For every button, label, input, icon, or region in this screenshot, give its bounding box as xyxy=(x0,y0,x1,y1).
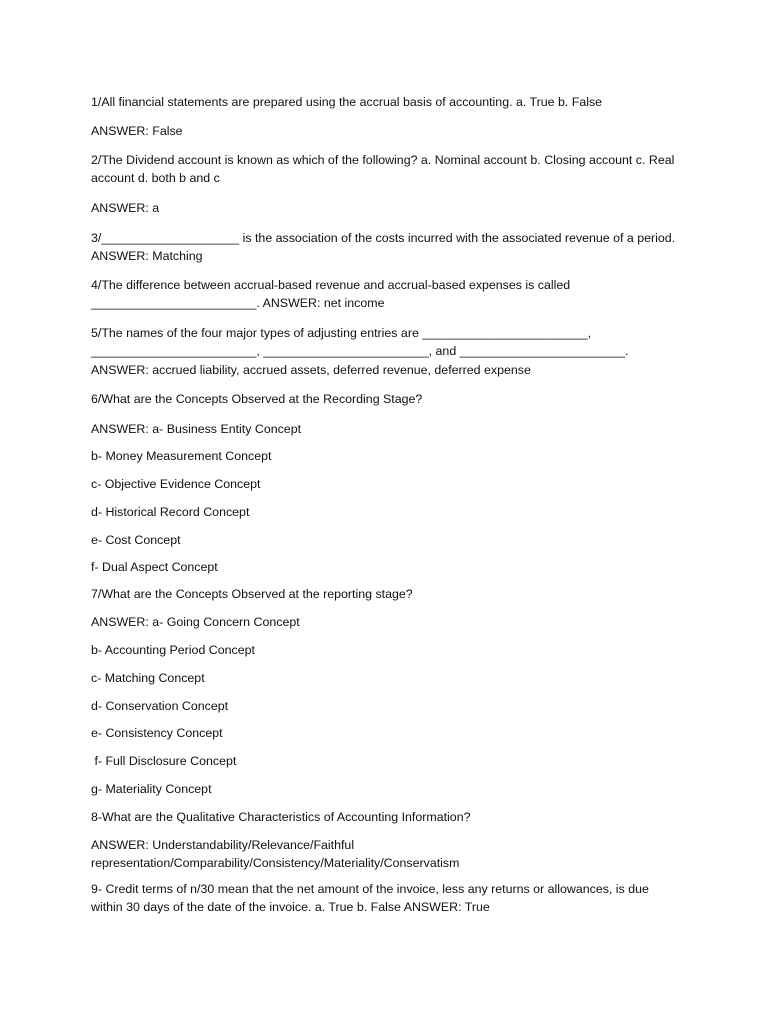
question-5: 5/The names of the four major types of adjusting entries are ________________________, ________________________, ________________________, and ________________________. xyxy=(91,326,629,358)
answer-6-d: d- Historical Record Concept xyxy=(91,505,250,519)
question-9: 9- Credit terms of n/30 mean that the net amount of the invoice, less any returns or allowances, is due within 30 days of the date of the invoice. a. True b. False ANSWER: True xyxy=(91,882,649,914)
answer-5: ANSWER: accrued liability, accrued assets, deferred revenue, deferred expense xyxy=(91,363,531,377)
answer-6-f: f- Dual Aspect Concept xyxy=(91,560,218,574)
answer-8: ANSWER: Understandability/Relevance/Faithful representation/Comparability/Consistency/Materiality/Conservatism xyxy=(91,838,460,870)
question-1: 1/All financial statements are prepared using the accrual basis of accounting. a. True b. False xyxy=(91,95,603,109)
question-7: 7/What are the Concepts Observed at the reporting stage? xyxy=(91,587,413,601)
question-4: 4/The difference between accrual-based revenue and accrual-based expenses is called ________________________. ANSWER: net income xyxy=(91,278,571,310)
answer-1: ANSWER: False xyxy=(91,124,183,138)
answer-6-a: ANSWER: a- Business Entity Concept xyxy=(91,422,302,436)
answer-7-e: e- Consistency Concept xyxy=(91,726,223,740)
answer-6-b: b- Money Measurement Concept xyxy=(91,449,272,463)
answer-2: ANSWER: a xyxy=(91,201,160,215)
answer-7-c: c- Matching Concept xyxy=(91,671,205,685)
question-8: 8-What are the Qualitative Characteristics of Accounting Information? xyxy=(91,810,471,824)
answer-7-f: f- Full Disclosure Concept xyxy=(91,754,237,768)
answer-6-c: c- Objective Evidence Concept xyxy=(91,477,261,491)
answer-6-e: e- Cost Concept xyxy=(91,533,181,547)
answer-7-a: ANSWER: a- Going Concern Concept xyxy=(91,615,300,629)
answer-7-d: d- Conservation Concept xyxy=(91,699,229,713)
question-3: 3/____________________ is the association of the costs incurred with the associated revenue of a period. ANSWER: Matching xyxy=(91,231,676,263)
answer-7-g: g- Materiality Concept xyxy=(91,782,212,796)
question-6: 6/What are the Concepts Observed at the Recording Stage? xyxy=(91,392,423,406)
answer-7-b: b- Accounting Period Concept xyxy=(91,643,255,657)
question-2: 2/The Dividend account is known as which of the following? a. Nominal account b. Closing account c. Real account d. both b and c xyxy=(91,153,675,185)
